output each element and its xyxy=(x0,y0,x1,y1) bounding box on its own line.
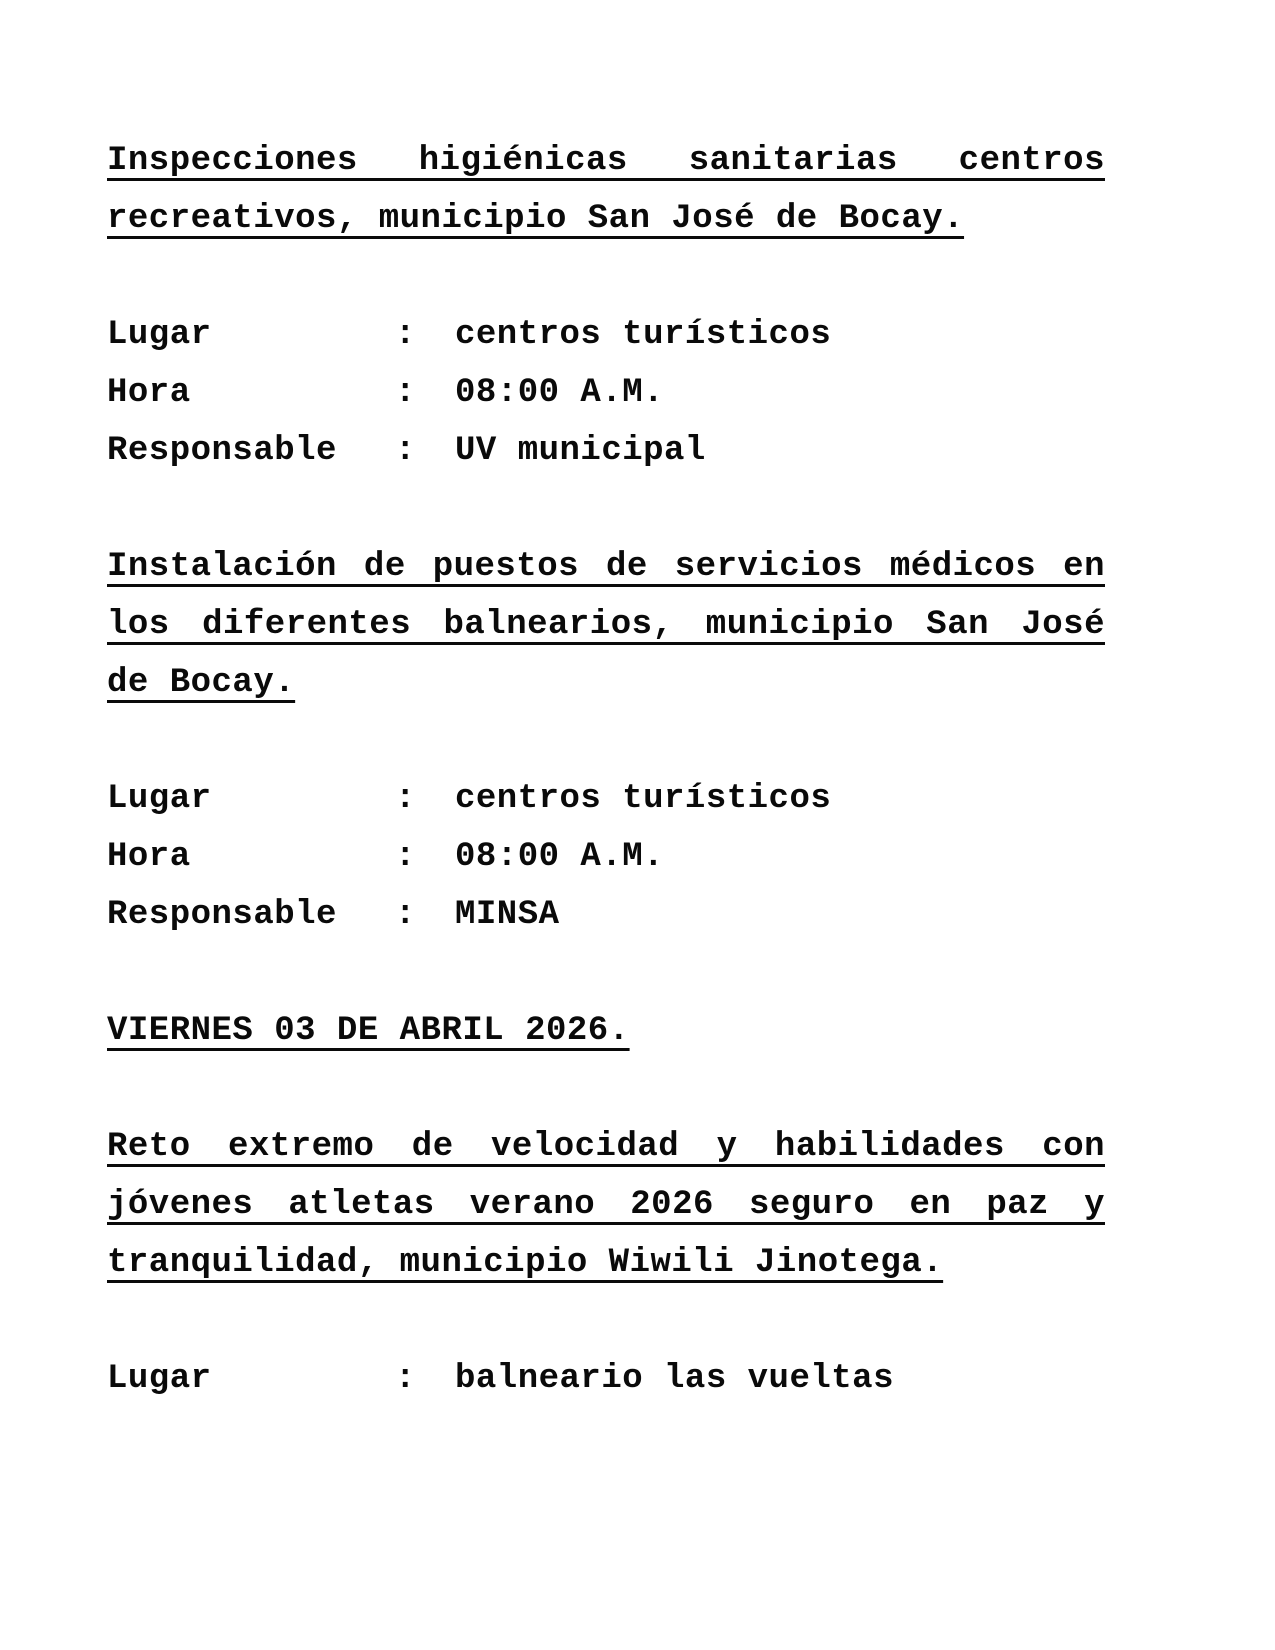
event3-title: Reto extremo de velocidad y habilidades con jóvenes atletas verano 2026 seguro en paz y tranquilidad, municipio Wiwili Jinotega. xyxy=(107,1128,1105,1282)
detail-colon: : xyxy=(395,316,416,354)
detail-label: Hora xyxy=(107,374,191,412)
detail-colon: : xyxy=(395,432,416,470)
detail-label: Lugar xyxy=(107,316,212,354)
detail-label: Lugar xyxy=(107,1360,212,1398)
detail-label: Responsable xyxy=(107,432,337,470)
detail-row-lugar xyxy=(107,1350,1105,1408)
detail-colon: : xyxy=(395,780,416,818)
detail-label: Lugar xyxy=(107,780,212,818)
detail-value: centros turísticos xyxy=(455,780,832,818)
detail-value: 08:00 A.M. xyxy=(455,374,665,412)
detail-row-hora xyxy=(107,828,1105,886)
detail-colon: : xyxy=(395,374,416,412)
detail-row-responsable xyxy=(107,886,1105,944)
detail-colon: : xyxy=(395,838,416,876)
detail-label: Responsable xyxy=(107,896,337,934)
event2-title: Instalación de puestos de servicios médicos en los diferentes balnearios, municipio San José de Bocay. xyxy=(107,548,1105,702)
event1-title: Inspecciones higiénicas sanitarias centros recreativos, municipio San José de Bocay. xyxy=(107,142,1105,238)
detail-value: centros turísticos xyxy=(455,316,832,354)
detail-colon: : xyxy=(395,896,416,934)
date-heading: VIERNES 03 DE ABRIL 2026. xyxy=(107,1012,630,1050)
detail-value: 08:00 A.M. xyxy=(455,838,665,876)
detail-row-lugar xyxy=(107,770,1105,828)
event1-details xyxy=(107,306,1105,480)
detail-row-lugar xyxy=(107,306,1105,364)
detail-value: UV municipal xyxy=(455,432,706,470)
detail-colon: : xyxy=(395,1360,416,1398)
event2-details xyxy=(107,770,1105,944)
detail-label: Hora xyxy=(107,838,191,876)
event3-details xyxy=(107,1350,1105,1408)
detail-value: MINSA xyxy=(455,896,560,934)
detail-row-responsable xyxy=(107,422,1105,480)
detail-value: balneario las vueltas xyxy=(455,1360,894,1398)
detail-row-hora xyxy=(107,364,1105,422)
